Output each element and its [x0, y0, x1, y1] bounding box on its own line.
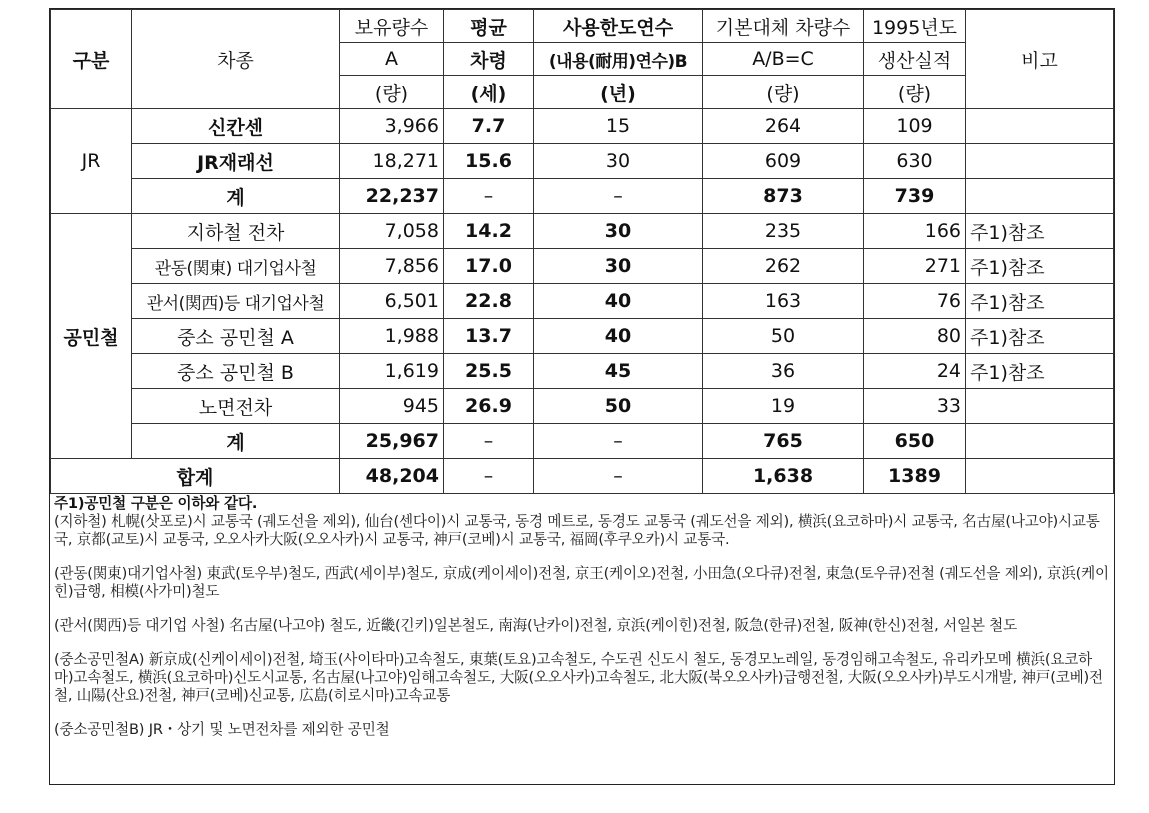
- header-col-a-1: 보유량수: [340, 10, 444, 43]
- cell-prod: 33: [864, 389, 966, 424]
- header-vehicle-type-bottom: [132, 76, 340, 109]
- footnote-title: 주1)공민철 구분은 이하와 같다.: [54, 495, 258, 512]
- cell-prod: 630: [864, 144, 966, 179]
- row-name: 중소 공민철 A: [132, 319, 340, 354]
- cell-prod: 76: [864, 284, 966, 319]
- table-row-small-a: [51, 319, 1114, 354]
- footnote-small-b: (중소공민철B) JR・상기 및 노면전차를 제외한 공민철: [54, 721, 390, 738]
- cell-c: 609: [703, 144, 864, 179]
- cell-age: 7.7: [444, 109, 534, 144]
- table-row-kansai: [51, 284, 1114, 319]
- cell-a: 22,237: [340, 179, 444, 214]
- cell-age: 25.5: [444, 354, 534, 389]
- table-row-subway: [51, 214, 1114, 249]
- header-col-a-2: A: [340, 43, 444, 76]
- cell-a: 945: [340, 389, 444, 424]
- cell-remark: [966, 179, 1114, 214]
- header-remark-bottom: [966, 76, 1114, 109]
- row-name: 계: [132, 424, 340, 459]
- header-category: [51, 10, 132, 43]
- table-row-jr-conventional: [51, 144, 1114, 179]
- grand-total-label: 합계: [51, 459, 340, 494]
- cell-remark: [966, 109, 1114, 144]
- cell-remark: [966, 459, 1114, 494]
- cell-age: –: [444, 424, 534, 459]
- cell-c: 264: [703, 109, 864, 144]
- row-name: JR재래선: [132, 144, 340, 179]
- cell-a: 6,501: [340, 284, 444, 319]
- row-name: 노면전차: [132, 389, 340, 424]
- table-row-jr-total: [51, 179, 1114, 214]
- row-name: 지하철 전차: [132, 214, 340, 249]
- cell-prod: 109: [864, 109, 966, 144]
- cell-prod: 271: [864, 249, 966, 284]
- table-row-kanto: [51, 249, 1114, 284]
- cell-b: 30: [534, 249, 703, 284]
- cell-a: 1,988: [340, 319, 444, 354]
- header-col-prod-2: 생산실적: [864, 43, 966, 76]
- footnote-kansai: (관서(関西)등 대기업 사철) 名古屋(나고야) 철도, 近畿(긴키)일본철도, 南海(난카이)전철, 京浜(케이힌)전철, 阪急(한큐)전철, 阪神(한신)전철, 서일본 철도: [54, 617, 1017, 634]
- cell-a: 7,856: [340, 249, 444, 284]
- table-row-private-total: [51, 424, 1114, 459]
- cell-b: 40: [534, 319, 703, 354]
- header-row-1: [51, 10, 1114, 43]
- cell-b: 50: [534, 389, 703, 424]
- header-category-bottom: [51, 76, 132, 109]
- cell-c: 36: [703, 354, 864, 389]
- cell-age: –: [444, 179, 534, 214]
- cell-b: 40: [534, 284, 703, 319]
- footnote-kanto: (관동(関東)대기업사철) 東武(토우부)철도, 西武(세이부)철도, 京成(케이세이)전철, 京王(케이오)전철, 小田急(오다큐)전철, 東急(토우큐)전철 (궤도선을 제외), 京浜(케이힌)급행, 相模(사가미)철도: [54, 565, 1109, 600]
- cell-prod: 80: [864, 319, 966, 354]
- vehicle-table: [50, 9, 1114, 494]
- cell-age: 17.0: [444, 249, 534, 284]
- cell-age: 14.2: [444, 214, 534, 249]
- row-name: 신칸센: [132, 109, 340, 144]
- group-private: 공민철: [51, 214, 132, 459]
- table-row-shinkansen: [51, 109, 1114, 144]
- cell-b: 15: [534, 109, 703, 144]
- cell-age: 15.6: [444, 144, 534, 179]
- cell-prod: 739: [864, 179, 966, 214]
- header-col-prod-1: 1995년도: [864, 10, 966, 43]
- header-remark-top: [966, 10, 1114, 43]
- cell-prod: 1389: [864, 459, 966, 494]
- row-name: 계: [132, 179, 340, 214]
- cell-a: 7,058: [340, 214, 444, 249]
- cell-c: 765: [703, 424, 864, 459]
- row-name: 관동(関東) 대기업사철: [132, 249, 340, 284]
- cell-c: 19: [703, 389, 864, 424]
- cell-b: 30: [534, 144, 703, 179]
- cell-remark: 주1)참조: [966, 284, 1114, 319]
- cell-remark: 주1)참조: [966, 354, 1114, 389]
- document-frame: [49, 8, 1115, 785]
- header-col-c-2: A/B=C: [703, 43, 864, 76]
- cell-age: 13.7: [444, 319, 534, 354]
- cell-age: 26.9: [444, 389, 534, 424]
- cell-c: 873: [703, 179, 864, 214]
- table-row-grand-total: [51, 459, 1114, 494]
- cell-a: 3,966: [340, 109, 444, 144]
- header-col-prod-unit: (량): [864, 76, 966, 109]
- cell-c: 163: [703, 284, 864, 319]
- cell-remark: [966, 144, 1114, 179]
- cell-b: 30: [534, 214, 703, 249]
- cell-c: 235: [703, 214, 864, 249]
- cell-remark: 주1)참조: [966, 249, 1114, 284]
- header-col-age-1: 평균: [444, 10, 534, 43]
- cell-b: 45: [534, 354, 703, 389]
- cell-age: 22.8: [444, 284, 534, 319]
- group-jr: JR: [51, 109, 132, 214]
- cell-b: –: [534, 459, 703, 494]
- cell-prod: 650: [864, 424, 966, 459]
- cell-b: –: [534, 179, 703, 214]
- cell-a: 1,619: [340, 354, 444, 389]
- cell-a: 48,204: [340, 459, 444, 494]
- footnotes: [50, 494, 1114, 739]
- footnote-small-a: (중소공민철A) 新京成(신케이세이)전철, 埼玉(사이타마)고속철도, 東葉(토요)고속철도, 수도권 신도시 철도, 동경모노레일, 동경임해고속철도, 유리카모메 横浜(요코하마)고속철도, 横浜(요코하마)신도시교통, 名古屋(나고야)임해고속철도, 大阪(오오사카)고속철도, 北大阪(북오오사카)급행전철, 大阪(오오사카)부도시개발, 神戸(코베)전철, 山陽(산요)전철, 神戸(코베)신교통, 広島(히로시마)고속교통: [54, 651, 1103, 704]
- header-category-label: 구분: [51, 43, 132, 76]
- cell-prod: 166: [864, 214, 966, 249]
- cell-remark: [966, 424, 1114, 459]
- header-row-2: [51, 43, 1114, 76]
- cell-remark: 주1)참조: [966, 319, 1114, 354]
- cell-b: –: [534, 424, 703, 459]
- cell-a: 18,271: [340, 144, 444, 179]
- cell-prod: 24: [864, 354, 966, 389]
- row-name: 중소 공민철 B: [132, 354, 340, 389]
- header-col-age-2: 차령: [444, 43, 534, 76]
- row-name: 관서(関西)등 대기업사철: [132, 284, 340, 319]
- header-col-b-2: (내용(耐用)연수)B: [534, 43, 703, 76]
- header-col-age-unit: (세): [444, 76, 534, 109]
- header-row-3: [51, 76, 1114, 109]
- header-col-c-1: 기본대체 차량수: [703, 10, 864, 43]
- header-col-c-unit: (량): [703, 76, 864, 109]
- cell-c: 262: [703, 249, 864, 284]
- table-row-small-b: [51, 354, 1114, 389]
- cell-c: 50: [703, 319, 864, 354]
- header-vehicle-type: [132, 10, 340, 43]
- cell-remark: 주1)참조: [966, 214, 1114, 249]
- cell-age: –: [444, 459, 534, 494]
- footnote-subway: (지하철) 札幌(삿포로)시 교통국 (궤도선을 제외), 仙台(센다이)시 교통국, 동경 메트로, 동경도 교통국 (궤도선을 제외), 横浜(요코하마)시 교통국, 名古屋(나고야)시교통국, 京都(교토)시 교통국, 오오사카大阪(오오사카)시 교통국, 神戸(코베)시 교통국, 福岡(후쿠오카)시 교통국.: [54, 513, 1100, 548]
- header-vehicle-type-label: 차종: [132, 43, 340, 76]
- header-col-b-unit: (년): [534, 76, 703, 109]
- cell-c: 1,638: [703, 459, 864, 494]
- header-col-b-1: 사용한도연수: [534, 10, 703, 43]
- table-row-tram: [51, 389, 1114, 424]
- cell-a: 25,967: [340, 424, 444, 459]
- cell-remark: [966, 389, 1114, 424]
- header-remark-label: 비고: [966, 43, 1114, 76]
- header-col-a-unit: (량): [340, 76, 444, 109]
